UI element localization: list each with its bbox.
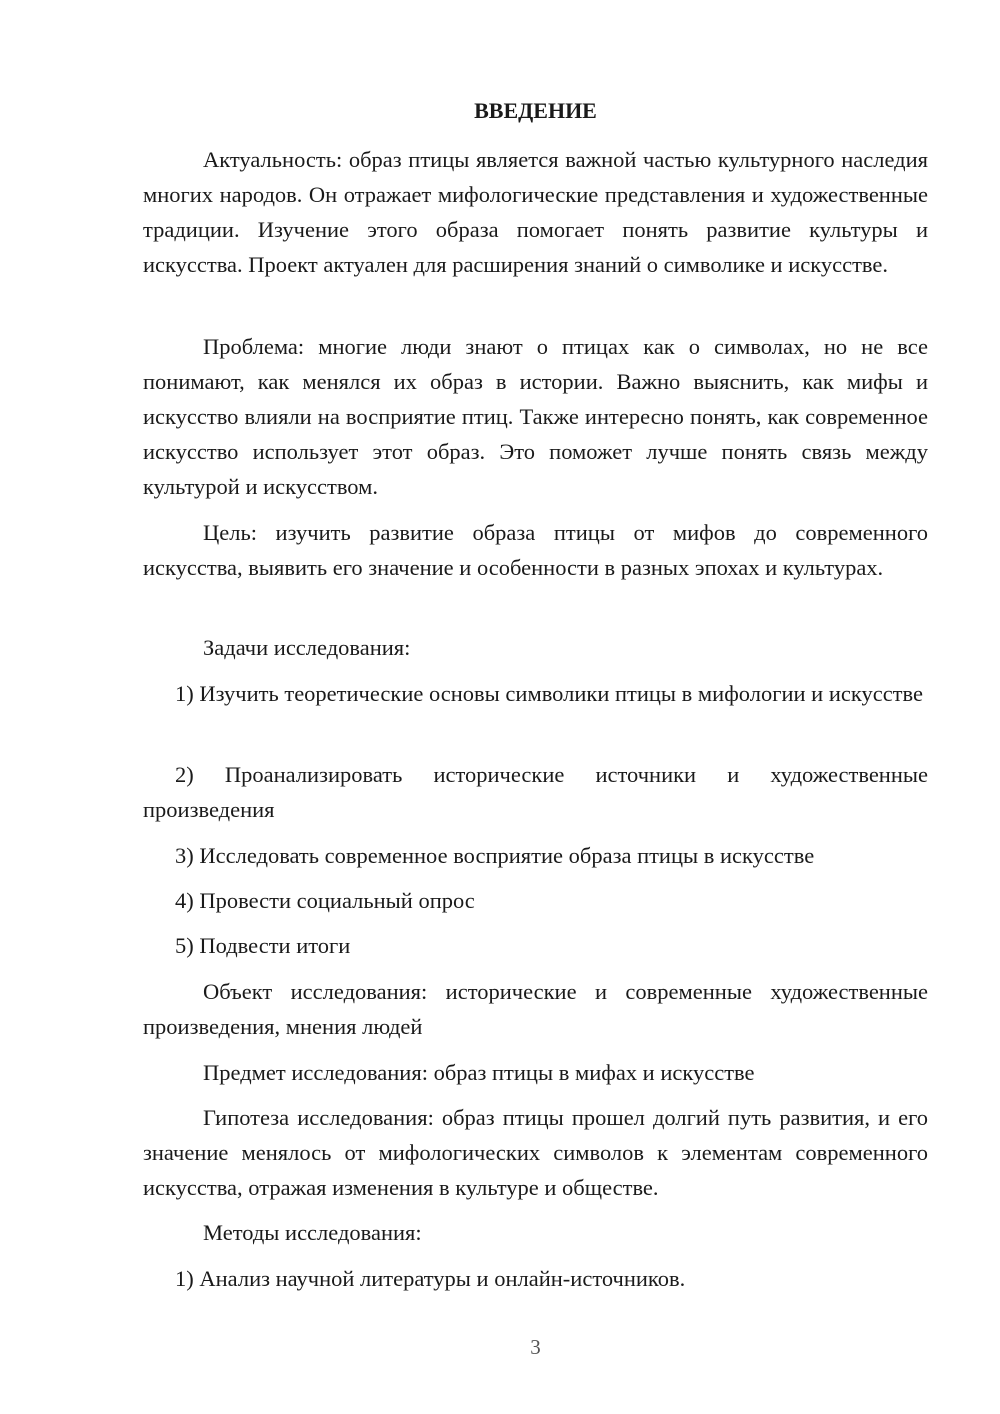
task-item-1: 1) Изучить теоретические основы символики птицы в мифологии и искусстве bbox=[175, 681, 923, 706]
page-number: 3 bbox=[530, 1335, 541, 1359]
relevance-paragraph: Актуальность: образ птицы является важной частью культурного наследия многих народов. Он отражает мифологические представления и художественные традиции. Изучение этого образа помогает понять развитие культуры и искусства. Проект актуален для расширения знаний о символике и искусстве. bbox=[143, 147, 928, 277]
object-paragraph: Объект исследования: исторические и современные художественные произведения, мнения людей bbox=[143, 979, 928, 1039]
page-title: ВВЕДЕНИЕ bbox=[474, 98, 597, 123]
hypothesis-paragraph: Гипотеза исследования: образ птицы прошел долгий путь развития, и его значение менялось от мифологических символов к элементам современного искусства, отражая изменения в культуре и обществе. bbox=[143, 1105, 928, 1200]
task-item-4: 4) Провести социальный опрос bbox=[175, 888, 475, 913]
subject-paragraph: Предмет исследования: образ птицы в мифах и искусстве bbox=[203, 1060, 755, 1085]
task-item-3: 3) Исследовать современное восприятие образа птицы в искусстве bbox=[175, 843, 815, 868]
goal-paragraph: Цель: изучить развитие образа птицы от мифов до современного искусства, выявить его значение и особенности в разных эпохах и культурах. bbox=[143, 520, 928, 580]
methods-heading: Методы исследования: bbox=[203, 1220, 422, 1245]
document-page bbox=[143, 0, 928, 1414]
tasks-heading: Задачи исследования: bbox=[203, 635, 411, 660]
task-item-2: 2) Проанализировать исторические источники и художественные произведения bbox=[143, 762, 928, 822]
task-item-5: 5) Подвести итоги bbox=[175, 933, 351, 958]
problem-paragraph: Проблема: многие люди знают о птицах как о символах, но не все понимают, как менялся их образ в истории. Важно выяснить, как мифы и искусство влияли на восприятие птиц. Также интересно понять, как современное искусство использует этот образ. Это поможет лучше понять связь между культурой и искусством. bbox=[143, 334, 928, 499]
method-item-1: 1) Анализ научной литературы и онлайн-источников. bbox=[175, 1266, 686, 1291]
